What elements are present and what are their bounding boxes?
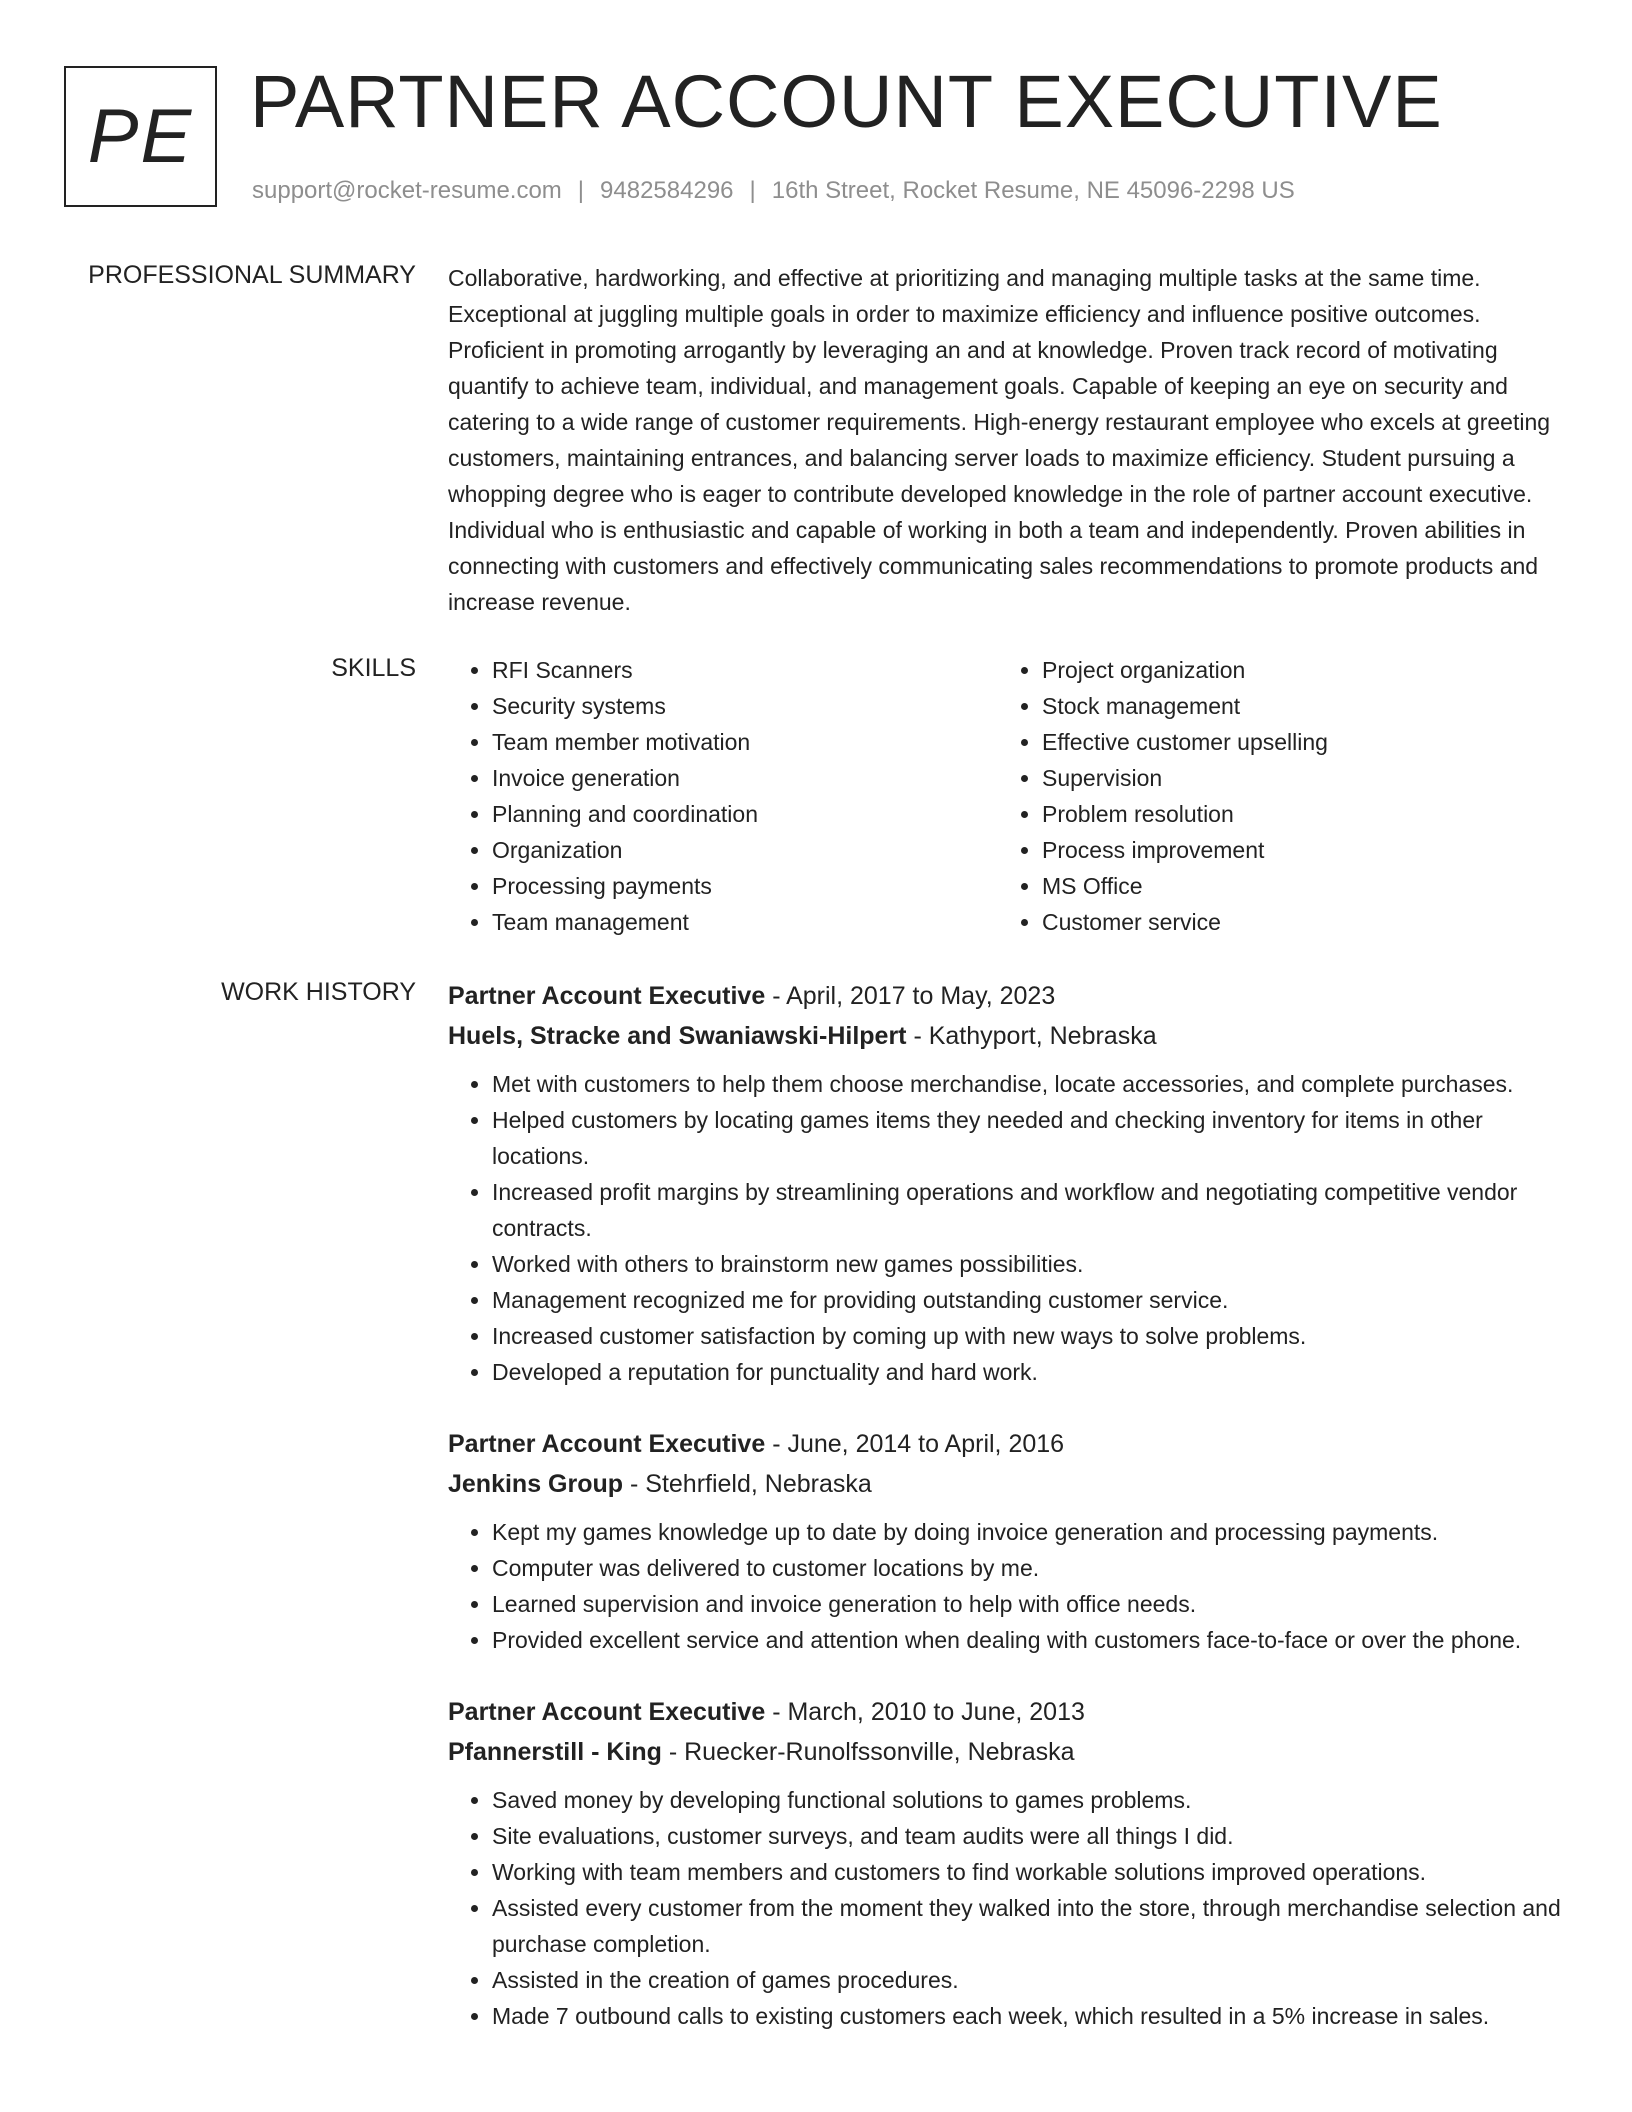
- contact-phone: 9482584296: [600, 177, 734, 204]
- skills-list-left: [448, 652, 998, 940]
- job-bullet: • Assisted every customer from the moment they walked into the store, through merchandise selection and purchase completion.: [492, 1890, 1568, 1962]
- job-bullet: • Site evaluations, customer surveys, and team audits were all things I did.: [492, 1818, 1568, 1854]
- job-bullet: • Made 7 outbound calls to existing customers each week, which resulted in a 5% increase in sales.: [492, 1998, 1568, 2034]
- monogram-badge: PE: [64, 66, 217, 207]
- job-company-line: [448, 1016, 1568, 1056]
- job-bullets: [448, 1514, 1568, 1658]
- section-label-summary: PROFESSIONAL SUMMARY: [88, 261, 416, 289]
- contact-email: support@rocket-resume.com: [252, 177, 562, 204]
- job-bullet: • Learned supervision and invoice generation to help with office needs.: [492, 1586, 1568, 1622]
- resume-title: PARTNER ACCOUNT EXECUTIVE: [250, 60, 1443, 143]
- skill-item: • Supervision: [1042, 760, 1548, 796]
- job-entry: [448, 1424, 1568, 1658]
- job-dates: - April, 2017 to May, 2023: [765, 982, 1056, 1010]
- job-entry: [448, 1692, 1568, 2034]
- section-label-skills: SKILLS: [331, 654, 416, 682]
- job-location: - Ruecker-Runolfssonville, Nebraska: [661, 1738, 1075, 1766]
- skills-list-right: [998, 652, 1548, 940]
- job-title-line: [448, 976, 1568, 1016]
- skill-item: • Problem resolution: [1042, 796, 1548, 832]
- job-bullet: • Management recognized me for providing outstanding customer service.: [492, 1282, 1568, 1318]
- job-dates: - June, 2014 to April, 2016: [765, 1430, 1065, 1458]
- job-bullets: [448, 1782, 1568, 2034]
- job-bullet: • Kept my games knowledge up to date by doing invoice generation and processing payments.: [492, 1514, 1568, 1550]
- contact-line: [252, 176, 1295, 206]
- skill-item: • Invoice generation: [492, 760, 998, 796]
- job-bullet: • Saved money by developing functional solutions to games problems.: [492, 1782, 1568, 1818]
- job-bullet: • Provided excellent service and attention when dealing with customers face-to-face or over the phone.: [492, 1622, 1568, 1658]
- job-bullet: • Worked with others to brainstorm new games possibilities.: [492, 1246, 1568, 1282]
- skill-item: • RFI Scanners: [492, 652, 998, 688]
- job-bullets: [448, 1066, 1568, 1390]
- job-bullet: • Assisted in the creation of games procedures.: [492, 1962, 1568, 1998]
- job-location: - Stehrfield, Nebraska: [623, 1470, 872, 1498]
- job-company: Huels, Stracke and Swaniawski-Hilpert: [448, 1022, 907, 1050]
- job-title: Partner Account Executive: [448, 982, 766, 1010]
- job-company: Jenkins Group: [448, 1470, 624, 1498]
- job-bullet: • Developed a reputation for punctuality and hard work.: [492, 1354, 1568, 1390]
- skill-item: • Processing payments: [492, 868, 998, 904]
- job-company-line: [448, 1732, 1568, 1772]
- contact-separator: |: [749, 177, 756, 204]
- job-title-line: [448, 1692, 1568, 1732]
- skill-item: • Planning and coordination: [492, 796, 998, 832]
- contact-address: 16th Street, Rocket Resume, NE 45096-2298 US: [771, 177, 1295, 204]
- skill-item: • Effective customer upselling: [1042, 724, 1548, 760]
- job-entry: [448, 976, 1568, 1390]
- skill-item: • Security systems: [492, 688, 998, 724]
- job-dates: - March, 2010 to June, 2013: [765, 1698, 1085, 1726]
- job-bullet: • Helped customers by locating games items they needed and checking inventory for items in other locations.: [492, 1102, 1568, 1174]
- contact-separator: |: [577, 177, 585, 204]
- skill-item: • Stock management: [1042, 688, 1548, 724]
- summary-text: Collaborative, hardworking, and effective at prioritizing and managing multiple tasks at the same time. Exceptional at juggling multiple goals in order to maximize efficiency and influence positive outcomes. Proficient in promoting arrogantly by leveraging an and at knowledge. Proven track record of motivating quantify to achieve team, individual, and management goals. Capable of keeping an eye on security and catering to a wide range of customer requirements. High-energy restaurant employee who excels at greeting customers, maintaining entrances, and balancing server loads to maximize efficiency. Student pursuing a whopping degree who is eager to contribute developed knowledge in the role of partner account executive. Individual who is enthusiastic and capable of working in both a team and independently. Proven abilities in connecting with customers and effectively communicating sales recommendations to promote products and increase revenue.: [448, 265, 1551, 615]
- job-bullet: • Increased customer satisfaction by coming up with new ways to solve problems.: [492, 1318, 1568, 1354]
- job-company-line: [448, 1464, 1568, 1504]
- job-bullet: • Computer was delivered to customer locations by me.: [492, 1550, 1568, 1586]
- skill-item: • MS Office: [1042, 868, 1548, 904]
- job-company: Pfannerstill - King: [448, 1738, 662, 1766]
- job-location: - Kathyport, Nebraska: [906, 1022, 1157, 1050]
- skill-item: • Team member motivation: [492, 724, 998, 760]
- job-bullet: • Increased profit margins by streamlining operations and workflow and negotiating competitive vendor contracts.: [492, 1174, 1568, 1246]
- job-title: Partner Account Executive: [448, 1698, 766, 1726]
- job-title: Partner Account Executive: [448, 1430, 766, 1458]
- skill-item: • Customer service: [1042, 904, 1548, 940]
- job-title-line: [448, 1424, 1568, 1464]
- skill-item: • Project organization: [1042, 652, 1548, 688]
- skill-item: • Team management: [492, 904, 998, 940]
- skills-section: [448, 652, 1568, 940]
- job-bullet: • Met with customers to help them choose merchandise, locate accessories, and complete purchases.: [492, 1066, 1568, 1102]
- summary-section: [448, 260, 1568, 620]
- skill-item: • Process improvement: [1042, 832, 1548, 868]
- section-label-work: WORK HISTORY: [221, 978, 416, 1006]
- job-bullet: • Working with team members and customers to find workable solutions improved operations.: [492, 1854, 1568, 1890]
- skill-item: • Organization: [492, 832, 998, 868]
- work-history-section: [448, 976, 1568, 2068]
